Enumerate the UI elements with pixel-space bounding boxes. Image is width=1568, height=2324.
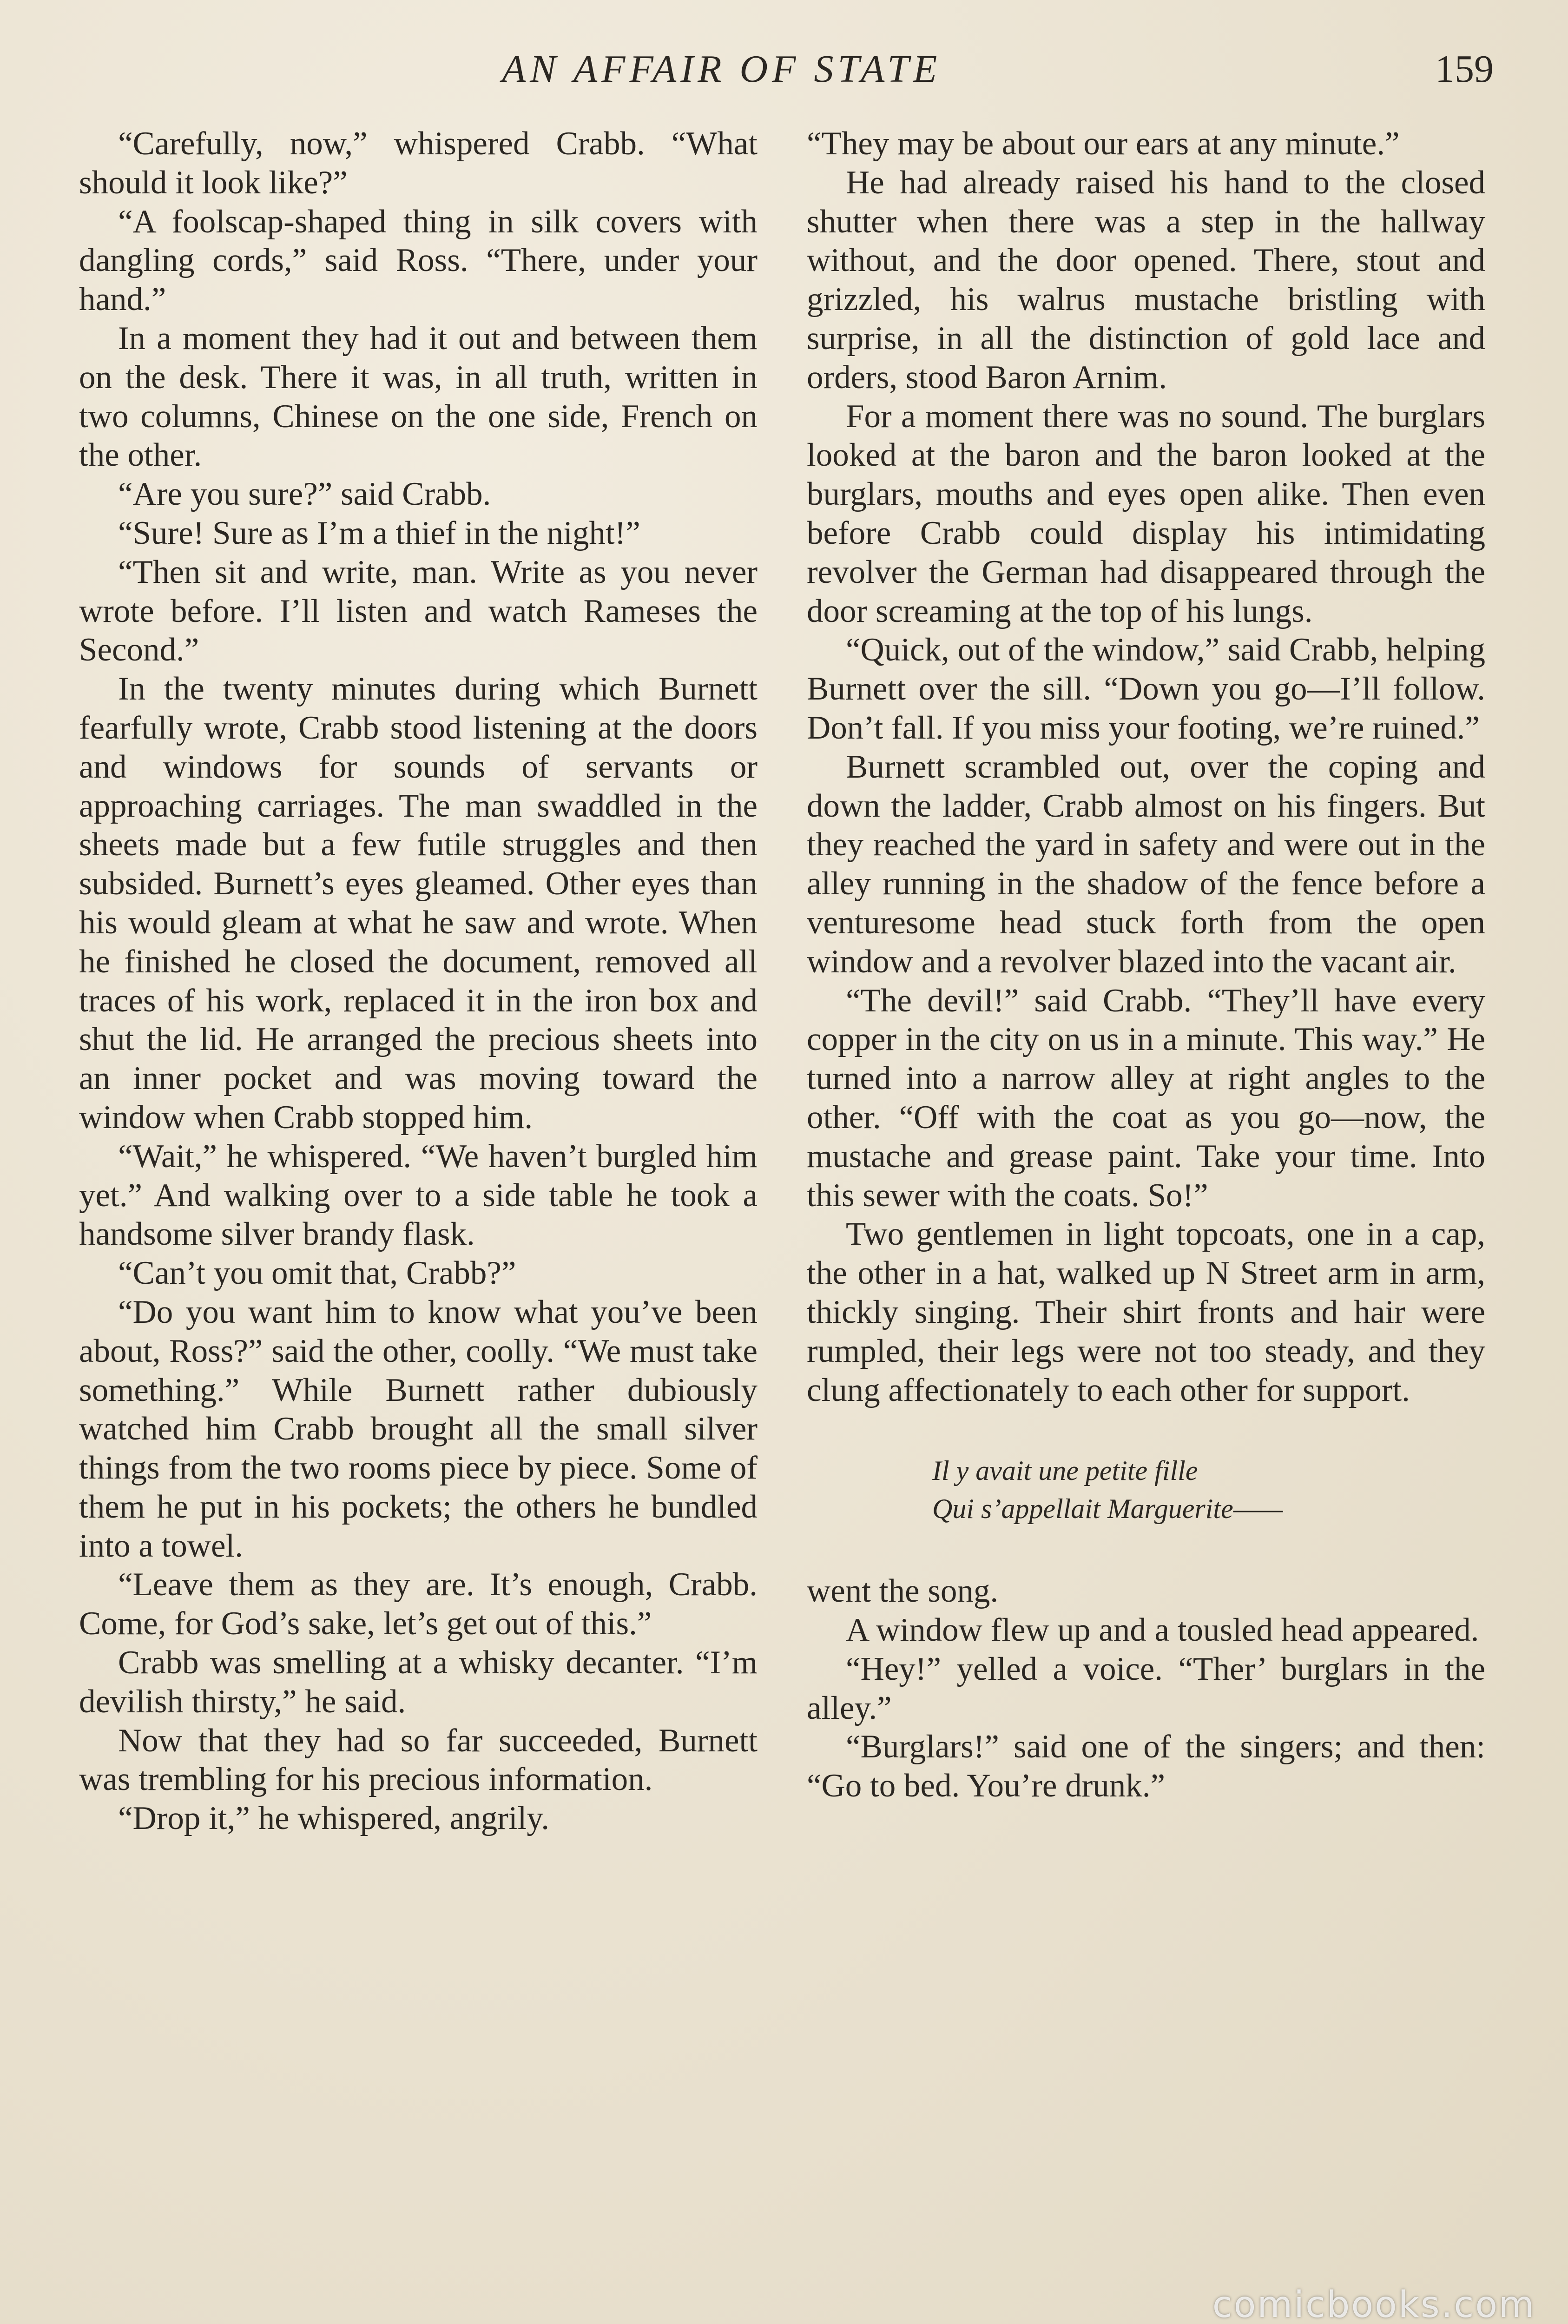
page-number: 159 <box>1435 47 1494 91</box>
paragraph: “Then sit and write, man. Write as you never wrote before. I’ll listen and watch Rameses the Second.” <box>79 554 758 668</box>
paragraph: He had already raised his hand to the closed shutter when there was a step in the hallway without, and the door opened. There, stout and grizzled, his walrus mustache bristling with surprise, in all the distinction of gold lace and orders, stood Baron Arnim. <box>807 164 1485 396</box>
paragraph: “A foolscap-shaped thing in silk covers with dangling cords,” said Ross. “There, under your hand.” <box>79 203 758 318</box>
paragraph: In a moment they had it out and between them on the desk. There it was, in all truth, written in two columns, Chinese on the one side, French on the other. <box>79 320 758 474</box>
paragraph: “Can’t you omit that, Crabb?” <box>118 1255 516 1292</box>
left-column <box>79 125 758 1838</box>
paragraph: “Are you sure?” said Crabb. <box>118 476 491 513</box>
song-verse <box>807 1452 1485 1528</box>
paragraph: “The devil!” said Crabb. “They’ll have every copper in the city on us in a minute. This way.” He turned into a narrow alley at right angles to the other. “Off with the coat as you go—now, the mustache and grease paint. Take your time. Into this sewer with the coats. So!” <box>807 982 1485 1214</box>
paragraph: “Carefully, now,” whispered Crabb. “What should it look like?” <box>79 125 758 201</box>
paragraph: went the song. <box>807 1573 999 1610</box>
paragraph: In the twenty minutes during which Burnett fearfully wrote, Crabb stood listening at the doors and windows for sounds of servants or approaching carriages. The man swaddled in the sheets made but a few futile struggles and then subsided. Burnett’s eyes gleamed. Other eyes than his would gleam at what he saw and wrote. When he finished he closed the document, removed all traces of his work, replaced it in the iron box and shut the lid. He arranged the precious sheets into an inner pocket and was moving toward the window when Crabb stopped him. <box>79 671 758 1136</box>
paragraph: “Hey!” yelled a voice. “Ther’ burglars in the alley.” <box>807 1651 1485 1726</box>
running-title: AN AFFAIR OF STATE <box>502 47 942 91</box>
verse-line: Qui s’appellait Marguerite—— <box>932 1493 1283 1525</box>
paragraph: A window flew up and a tousled head appeared. <box>846 1612 1479 1649</box>
paragraph: “Do you want him to know what you’ve been about, Ross?” said the other, coolly. “We must take something.” While Burnett rather dubiously watched him Crabb brought all the small silver things from the two rooms piece by piece. Some of them he put in his pockets; the others he bundled into a towel. <box>79 1294 758 1564</box>
paragraph: For a moment there was no sound. The burglars looked at the baron and the baron looked at the burglars, mouths and eyes open alike. Then even before Crabb could display his intimidating revolver the German had disappeared through the door screaming at the top of his lungs. <box>807 398 1485 629</box>
paragraph: “Sure! Sure as I’m a thief in the night!” <box>118 515 640 551</box>
paragraph: Burnett scrambled out, over the coping and down the ladder, Crabb almost on his fingers. But they reached the yard in safety and were out in the alley running in the shadow of the fence before a venturesome head stuck forth from the open window and a revolver blazed into the vacant air. <box>807 748 1485 980</box>
paragraph: “Leave them as they are. It’s enough, Crabb. Come, for God’s sake, let’s get out of this.” <box>79 1566 758 1642</box>
site-watermark: comicbooks.com <box>1212 2284 1535 2324</box>
paragraph: “They may be about our ears at any minute.” <box>807 125 1400 162</box>
verse-line: Il y avait une petite fille <box>932 1455 1198 1486</box>
paragraph: Two gentlemen in light topcoats, one in a cap, the other in a hat, walked up N Street arm in arm, thickly singing. Their shirt fronts and hair were rumpled, their legs were not too steady, and they clung affectionately to each other for support. <box>807 1216 1485 1408</box>
paragraph: Now that they had so far succeeded, Burnett was trembling for his precious information. <box>79 1722 758 1798</box>
paragraph: “Quick, out of the window,” said Crabb, helping Burnett over the sill. “Down you go—I’ll follow. Don’t fall. If you miss your footing, we’re ruined.” <box>807 632 1485 746</box>
paragraph: “Drop it,” he whispered, angrily. <box>118 1800 549 1837</box>
right-column <box>807 125 1485 1806</box>
paragraph: “Wait,” he whispered. “We haven’t burgled him yet.” And walking over to a side table he took a handsome silver brandy flask. <box>79 1138 758 1253</box>
paragraph: Crabb was smelling at a whisky decanter. “I’m devilish thirsty,” he said. <box>79 1644 758 1720</box>
paragraph: “Burglars!” said one of the singers; and then: “Go to bed. You’re drunk.” <box>807 1729 1485 1804</box>
